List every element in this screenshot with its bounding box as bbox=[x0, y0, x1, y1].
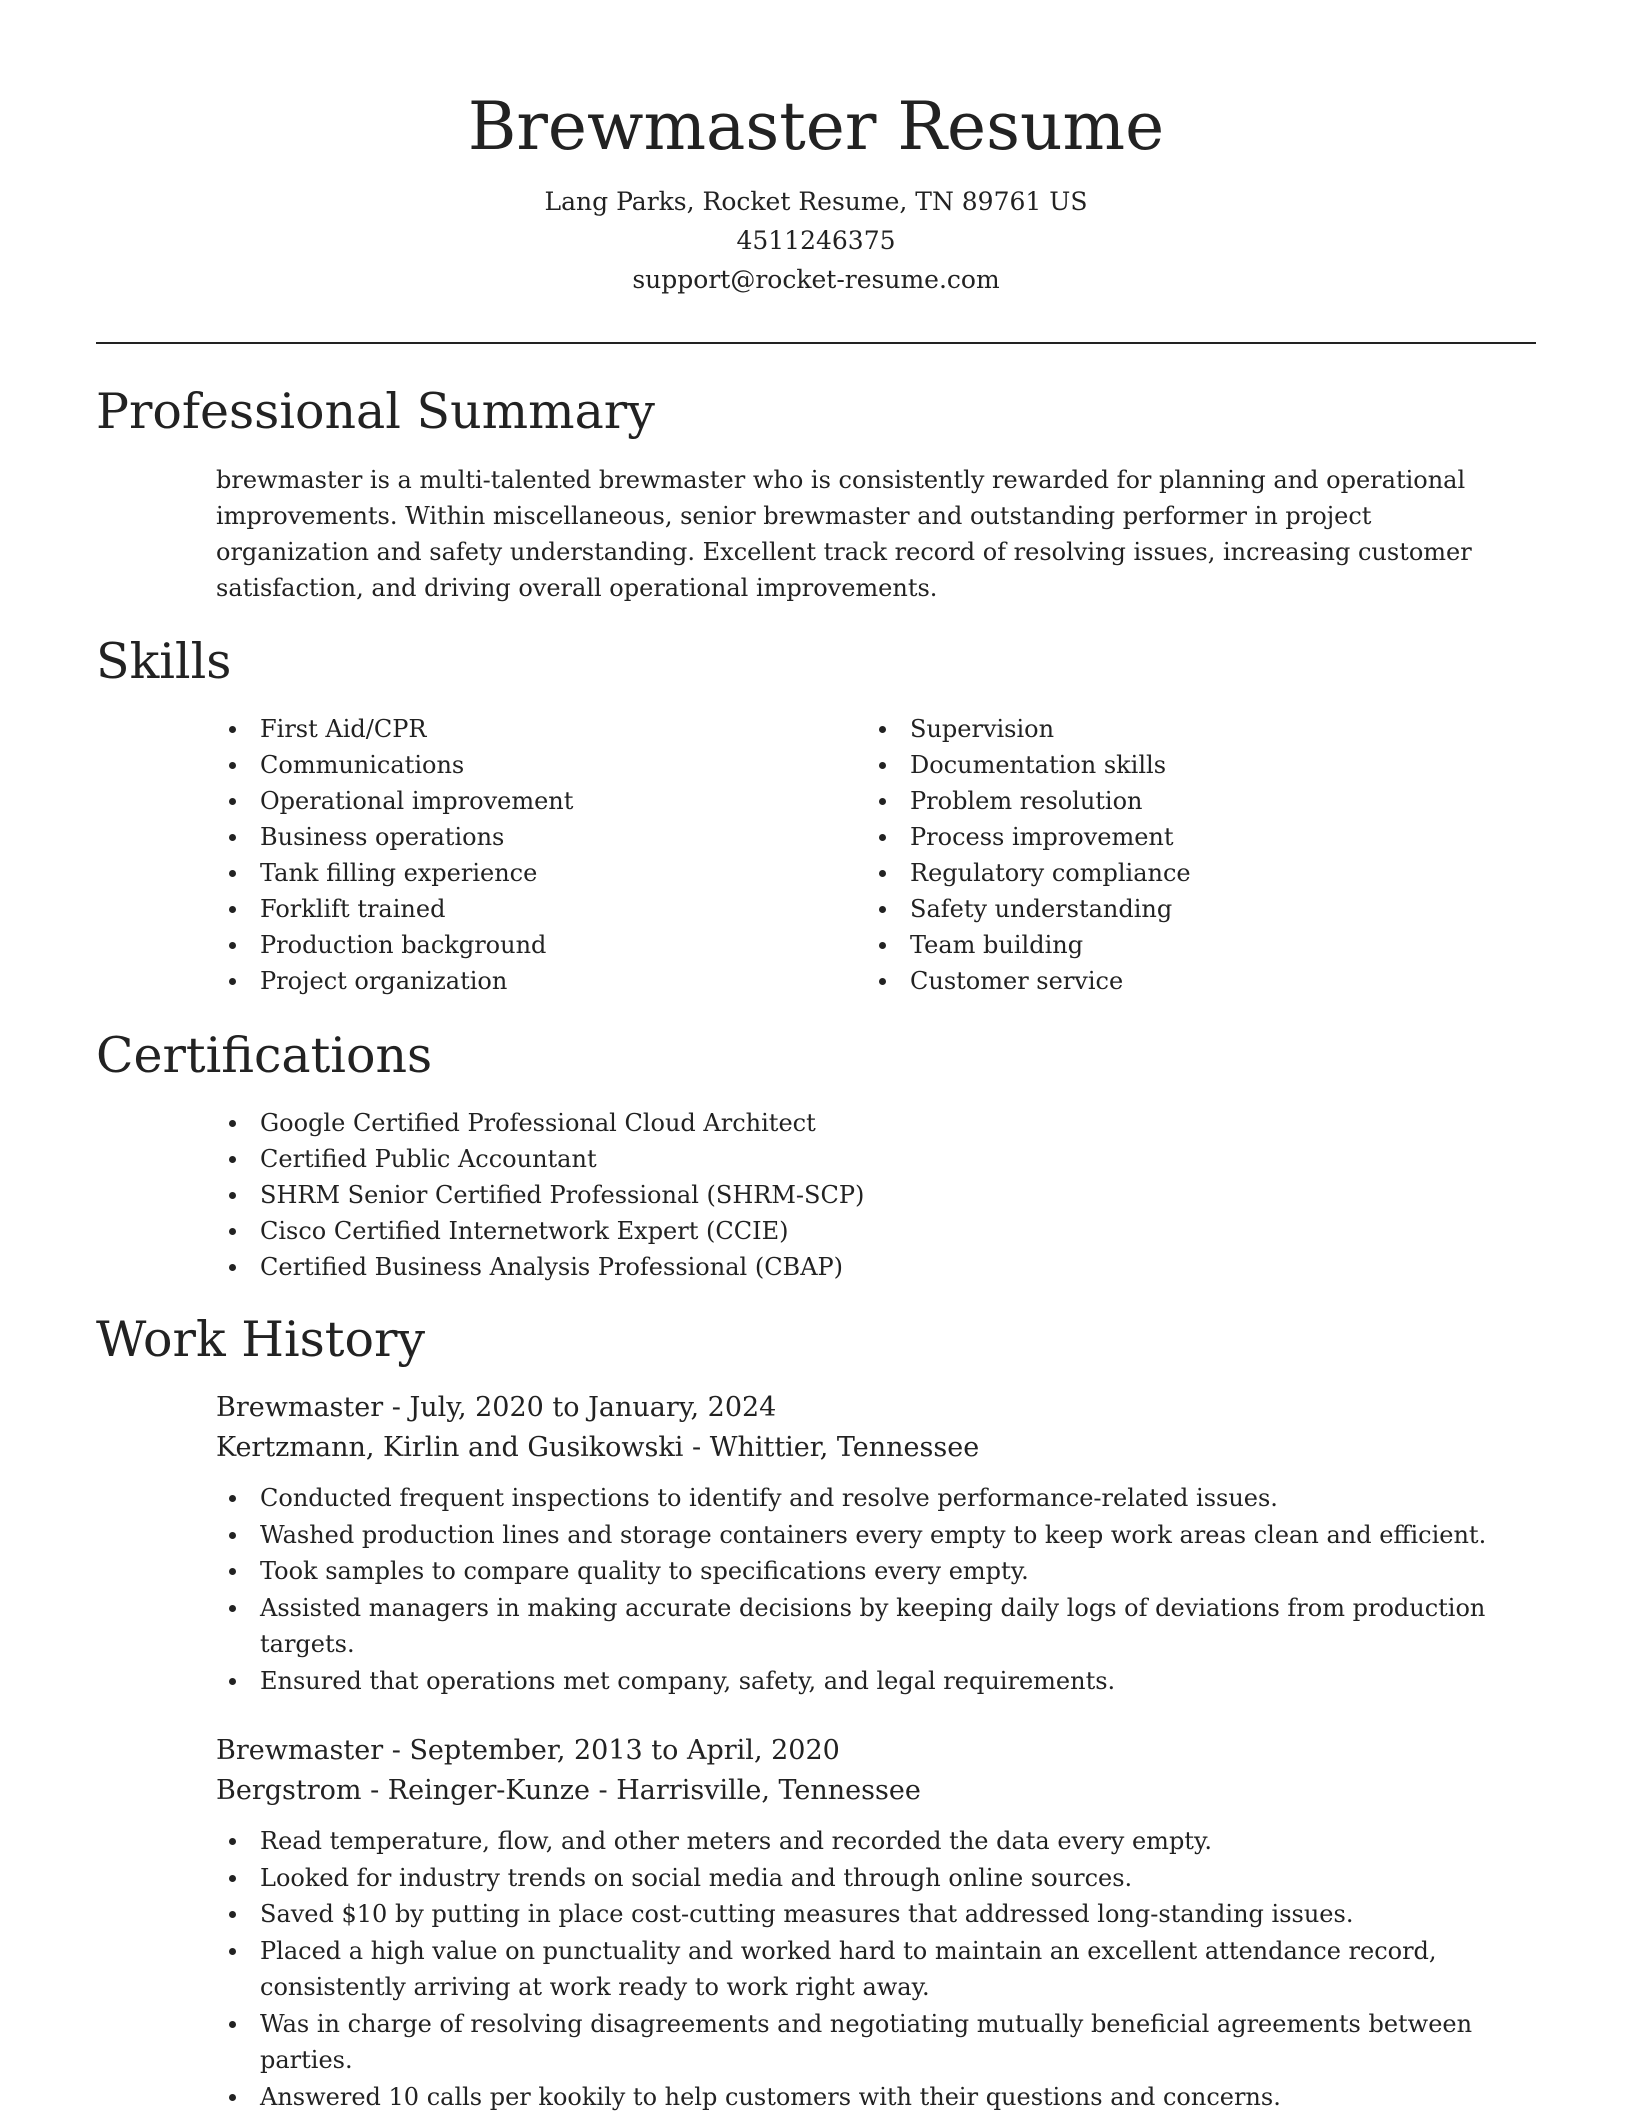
summary-text: brewmaster is a multi-talented brewmaster who is consistently rewarded for planning and operational improvements. Within miscellaneous, senior brewmaster and outstanding performer in project organization and safety understanding. Excellent track record of resolving issues, increasing customer satisfaction, and driving overall operational improvements. bbox=[216, 462, 1516, 606]
separator: - bbox=[383, 1735, 409, 1766]
list-item: Looked for industry trends on social media and through online sources. bbox=[216, 1860, 1516, 1897]
contact-block bbox=[0, 182, 1632, 299]
certifications-block bbox=[216, 1105, 1516, 1285]
list-item: Documentation skills bbox=[866, 747, 1426, 783]
list-item: Ensured that operations met company, safety, and legal requirements. bbox=[216, 1663, 1516, 1700]
list-item: SHRM Senior Certified Professional (SHRM-SCP) bbox=[216, 1177, 1516, 1213]
list-item: Was in charge of resolving disagreements and negotiating mutually beneficial agreements between parties. bbox=[216, 2006, 1516, 2079]
contact-address: Lang Parks, Rocket Resume, TN 89761 US bbox=[0, 182, 1632, 221]
certifications-heading: Certifications bbox=[96, 1025, 432, 1087]
job-title-line bbox=[216, 1731, 1516, 1771]
list-item: Regulatory compliance bbox=[866, 855, 1426, 891]
separator: - bbox=[383, 1392, 409, 1423]
job-dates: July, 2020 to January, 2024 bbox=[409, 1392, 776, 1423]
separator: - bbox=[683, 1432, 709, 1463]
list-item: Problem resolution bbox=[866, 783, 1426, 819]
list-item: Communications bbox=[216, 747, 776, 783]
resume-title: Brewmaster Resume bbox=[0, 82, 1632, 172]
job-duties-list bbox=[216, 1823, 1516, 2115]
job-company: Kertzmann, Kirlin and Gusikowski bbox=[216, 1432, 683, 1463]
job-title-line bbox=[216, 1388, 1516, 1428]
list-item: Certified Public Accountant bbox=[216, 1141, 1516, 1177]
certifications-list bbox=[216, 1105, 1516, 1285]
skills-column-left bbox=[216, 711, 776, 999]
list-item: Cisco Certified Internetwork Expert (CCIE) bbox=[216, 1213, 1516, 1249]
skills-heading: Skills bbox=[96, 631, 231, 693]
list-item: Google Certified Professional Cloud Architect bbox=[216, 1105, 1516, 1141]
list-item: Saved $10 by putting in place cost-cutting measures that addressed long-standing issues. bbox=[216, 1896, 1516, 1933]
job-dates: September, 2013 to April, 2020 bbox=[409, 1735, 839, 1766]
work-history-heading: Work History bbox=[96, 1309, 425, 1371]
list-item: Safety understanding bbox=[866, 891, 1426, 927]
list-item: Tank filling experience bbox=[216, 855, 776, 891]
list-item: Process improvement bbox=[866, 819, 1426, 855]
job-company-line bbox=[216, 1771, 1516, 1811]
list-item: Assisted managers in making accurate decisions by keeping daily logs of deviations from production targets. bbox=[216, 1590, 1516, 1663]
contact-email: support@rocket-resume.com bbox=[0, 260, 1632, 299]
job-duties-list bbox=[216, 1480, 1516, 1699]
job-title: Brewmaster bbox=[216, 1392, 383, 1423]
list-item: Took samples to compare quality to specifications every empty. bbox=[216, 1553, 1516, 1590]
job-company: Bergstrom - Reinger-Kunze bbox=[216, 1775, 590, 1806]
list-item: Read temperature, flow, and other meters and recorded the data every empty. bbox=[216, 1823, 1516, 1860]
job-title: Brewmaster bbox=[216, 1735, 383, 1766]
contact-phone: 4511246375 bbox=[0, 221, 1632, 260]
list-item: Supervision bbox=[866, 711, 1426, 747]
resume-header bbox=[0, 82, 1632, 299]
skills-list-left bbox=[216, 711, 776, 999]
job-entry bbox=[216, 1388, 1516, 1699]
skills-column-right bbox=[866, 711, 1426, 999]
list-item: Project organization bbox=[216, 963, 776, 999]
list-item: Customer service bbox=[866, 963, 1426, 999]
list-item: Operational improvement bbox=[216, 783, 776, 819]
summary-heading: Professional Summary bbox=[96, 381, 655, 443]
list-item: Certified Business Analysis Professional (CBAP) bbox=[216, 1249, 1516, 1285]
job-location: Whittier, Tennessee bbox=[710, 1432, 980, 1463]
job-location: Harrisville, Tennessee bbox=[616, 1775, 921, 1806]
list-item: Production background bbox=[216, 927, 776, 963]
list-item: Team building bbox=[866, 927, 1426, 963]
list-item: First Aid/CPR bbox=[216, 711, 776, 747]
skills-list-right bbox=[866, 711, 1426, 999]
list-item: Placed a high value on punctuality and worked hard to maintain an excellent attendance record, consistently arriving at work ready to work right away. bbox=[216, 1933, 1516, 2006]
list-item: Answered 10 calls per kookily to help customers with their questions and concerns. bbox=[216, 2079, 1516, 2115]
list-item: Washed production lines and storage containers every empty to keep work areas clean and efficient. bbox=[216, 1517, 1516, 1554]
list-item: Forklift trained bbox=[216, 891, 776, 927]
job-company-line bbox=[216, 1428, 1516, 1468]
list-item: Conducted frequent inspections to identify and resolve performance-related issues. bbox=[216, 1480, 1516, 1517]
header-divider bbox=[96, 342, 1536, 344]
separator: - bbox=[590, 1775, 616, 1806]
job-entry bbox=[216, 1731, 1516, 2115]
list-item: Business operations bbox=[216, 819, 776, 855]
